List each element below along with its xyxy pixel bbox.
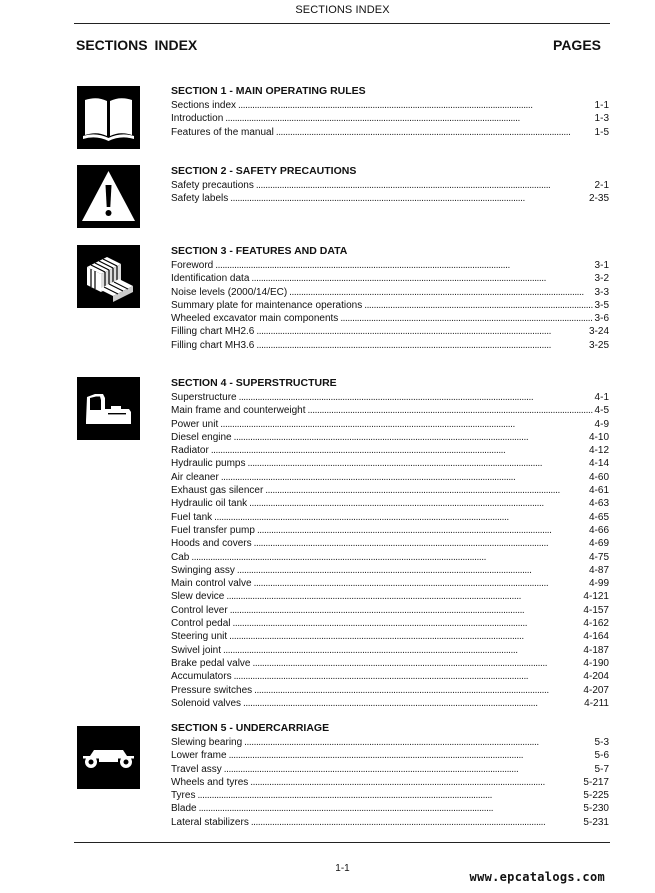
entry-label: Wheels and tyres	[171, 776, 249, 788]
entry-label: Solenoid valves	[171, 697, 242, 709]
entry-label: Exhaust gas silencer	[171, 485, 264, 497]
leader-dots	[239, 391, 593, 404]
leader-dots	[254, 537, 587, 550]
entry-page: 4-1	[594, 392, 609, 403]
leader-dots	[364, 299, 592, 312]
section-entries	[171, 391, 609, 710]
leader-dots	[224, 763, 593, 776]
entry-page: 4-66	[588, 524, 609, 536]
entry-label: Fuel tank	[171, 511, 213, 523]
entry-label: Power unit	[171, 418, 219, 430]
entry-page: 4-60	[588, 471, 609, 483]
toc-entry[interactable]	[171, 670, 609, 683]
leader-dots	[254, 684, 581, 697]
toc-entry[interactable]	[171, 126, 609, 139]
leader-dots	[257, 524, 587, 537]
entry-page: 4-211	[584, 697, 609, 709]
entry-page: 4-5	[594, 405, 609, 417]
toc-entry[interactable]	[171, 497, 609, 510]
toc-entry[interactable]	[171, 511, 609, 524]
entry-label: Hoods and covers	[171, 538, 252, 550]
leader-dots	[308, 404, 593, 417]
entry-page: 4-69	[588, 538, 609, 550]
page-number: 1-1	[335, 863, 350, 874]
toc-entry[interactable]	[171, 484, 609, 497]
entry-page: 4-9	[594, 418, 609, 430]
leader-dots	[234, 431, 587, 444]
entry-label: Introduction	[171, 113, 224, 125]
toc-entry[interactable]	[171, 457, 609, 470]
section-heading: SECTION 2 - SAFETY PRECAUTIONS	[171, 165, 357, 177]
entry-label: Brake pedal valve	[171, 657, 251, 669]
entry-label: Fuel transfer pump	[171, 524, 255, 536]
entry-label: Swivel joint	[171, 644, 222, 656]
entry-page: 5-6	[594, 750, 609, 762]
entry-label: Steering unit	[171, 631, 228, 643]
entry-page: 5-7	[594, 763, 609, 775]
toc-entry[interactable]	[171, 404, 609, 417]
leader-dots	[223, 644, 581, 657]
entry-label: Travel assy	[171, 763, 222, 775]
leader-dots	[340, 312, 592, 325]
leader-dots	[254, 577, 587, 590]
toc-entry[interactable]	[171, 339, 609, 352]
toc-entry[interactable]	[171, 391, 609, 404]
entry-label: Air cleaner	[171, 471, 219, 483]
leader-dots	[244, 736, 592, 749]
entry-page: 2-1	[594, 180, 609, 191]
entry-label: Slewing bearing	[171, 737, 243, 748]
toc-entry[interactable]	[171, 657, 609, 670]
toc-entry[interactable]	[171, 684, 609, 697]
entry-page: 5-230	[583, 803, 609, 815]
entry-page: 5-217	[583, 776, 609, 788]
toc-entry[interactable]	[171, 272, 609, 285]
toc-entry[interactable]	[171, 590, 609, 603]
entry-label: Tyres	[171, 790, 196, 802]
leader-dots	[276, 126, 593, 139]
entry-page: 1-3	[594, 113, 609, 125]
entry-label: Cab	[171, 551, 190, 563]
superstructure-icon	[77, 377, 140, 440]
entry-page: 3-2	[594, 273, 609, 285]
toc-entry[interactable]	[171, 736, 609, 749]
leader-dots	[234, 670, 582, 683]
leader-dots	[289, 286, 592, 299]
leader-dots	[232, 617, 581, 630]
entry-page: 4-207	[583, 684, 609, 696]
leader-dots	[226, 590, 581, 603]
leader-dots	[211, 444, 587, 457]
pages-column-title: PAGES	[553, 37, 601, 53]
entry-label: Hydraulic pumps	[171, 458, 246, 470]
toc-entry[interactable]	[171, 551, 609, 564]
entry-label: Sections index	[171, 100, 237, 111]
entry-label: Filling chart MH2.6	[171, 326, 255, 338]
entry-label: Noise levels (2000/14/EC)	[171, 286, 288, 298]
entry-page: 3-1	[594, 260, 609, 271]
toc-entry[interactable]	[171, 299, 609, 312]
leader-dots	[250, 776, 581, 789]
entry-page: 4-10	[588, 431, 609, 443]
leader-dots	[215, 259, 592, 272]
leader-dots	[256, 179, 593, 192]
toc-entry[interactable]	[171, 776, 609, 789]
entry-page: 1-5	[594, 126, 609, 138]
watermark: www.epcatalogs.com	[469, 870, 605, 884]
entry-page: 3-6	[594, 313, 609, 325]
leader-dots	[253, 657, 582, 670]
toc-entry[interactable]	[171, 418, 609, 431]
leader-dots	[265, 484, 587, 497]
entry-label: Blade	[171, 803, 197, 815]
entry-page: 4-75	[588, 551, 609, 563]
entry-label: Lateral stabilizers	[171, 816, 249, 828]
entry-page: 4-187	[583, 644, 609, 656]
entry-page: 4-63	[588, 498, 609, 510]
warning-icon	[77, 165, 140, 228]
footer-rule	[74, 842, 610, 843]
section-entries	[171, 736, 609, 829]
entry-label: Radiator	[171, 445, 209, 457]
leader-dots	[220, 418, 592, 431]
leader-dots	[238, 99, 593, 112]
entry-page: 4-190	[583, 657, 609, 669]
entry-page: 4-14	[588, 458, 609, 470]
toc-entry[interactable]	[171, 644, 609, 657]
toc-entry[interactable]	[171, 564, 609, 577]
page-title: SECTIONS INDEX	[76, 37, 198, 53]
entry-page: 4-99	[588, 578, 609, 590]
entry-label: Control lever	[171, 604, 228, 616]
entry-label: Identification data	[171, 273, 250, 285]
toc-entry[interactable]	[171, 697, 609, 710]
toc-entry[interactable]	[171, 604, 609, 617]
toc-entry[interactable]	[171, 312, 609, 325]
leader-dots	[237, 564, 587, 577]
entry-label: Superstructure	[171, 392, 237, 403]
leader-dots	[251, 816, 582, 829]
toc-entry[interactable]	[171, 325, 609, 338]
entry-page: 1-1	[594, 100, 609, 111]
toc-entry[interactable]	[171, 259, 609, 272]
entry-label: Filling chart MH3.6	[171, 339, 255, 351]
entry-page: 5-225	[583, 790, 609, 802]
entry-label: Control pedal	[171, 618, 231, 630]
section-entries	[171, 99, 609, 139]
toc-entry[interactable]	[171, 789, 609, 802]
toc-entry[interactable]	[171, 192, 609, 205]
undercarriage-icon	[77, 726, 140, 789]
section-entries	[171, 259, 609, 352]
entry-label: Slew device	[171, 591, 225, 603]
entry-label: Diesel engine	[171, 431, 232, 443]
entry-page: 4-87	[588, 564, 609, 576]
toc-entry[interactable]	[171, 816, 609, 829]
leader-dots	[256, 325, 587, 338]
section-heading: SECTION 1 - MAIN OPERATING RULES	[171, 85, 366, 97]
entry-page: 2-35	[588, 193, 609, 205]
leader-dots	[221, 471, 587, 484]
leader-dots	[251, 272, 592, 285]
entry-label: Main control valve	[171, 578, 252, 590]
entry-page: 4-164	[583, 631, 609, 643]
entry-page: 3-24	[588, 326, 609, 338]
toc-entry[interactable]	[171, 179, 609, 192]
toc-entry[interactable]	[171, 537, 609, 550]
entry-label: Hydraulic oil tank	[171, 498, 248, 510]
section-heading: SECTION 3 - FEATURES AND DATA	[171, 245, 348, 257]
leader-dots	[197, 789, 581, 802]
entry-page: 3-25	[588, 339, 609, 351]
entry-page: 5-231	[583, 816, 609, 828]
leader-dots	[230, 192, 587, 205]
entry-label: Main frame and counterweight	[171, 405, 306, 417]
entry-label: Foreword	[171, 260, 214, 271]
entry-page: 4-61	[588, 485, 609, 497]
entry-label: Accumulators	[171, 671, 232, 683]
features-cube-icon	[77, 245, 140, 308]
leader-dots	[249, 497, 587, 510]
leader-dots	[229, 749, 593, 762]
entry-label: Wheeled excavator main components	[171, 313, 339, 325]
leader-dots	[230, 604, 582, 617]
section-heading: SECTION 4 - SUPERSTRUCTURE	[171, 377, 337, 389]
toc-entry[interactable]	[171, 577, 609, 590]
entry-label: Safety precautions	[171, 180, 254, 191]
entry-label: Safety labels	[171, 193, 229, 205]
leader-dots	[229, 630, 581, 643]
entry-page: 4-157	[583, 604, 609, 616]
entry-page: 4-12	[588, 445, 609, 457]
leader-dots	[214, 511, 587, 524]
entry-label: Pressure switches	[171, 684, 253, 696]
toc-entry[interactable]	[171, 617, 609, 630]
toc-entry[interactable]	[171, 802, 609, 815]
leader-dots	[199, 802, 582, 815]
toc-entry[interactable]	[171, 431, 609, 444]
entry-page: 4-121	[583, 591, 609, 603]
toc-entry[interactable]	[171, 99, 609, 112]
toc-entry[interactable]	[171, 749, 609, 762]
toc-entry[interactable]	[171, 112, 609, 125]
leader-dots	[247, 457, 587, 470]
toc-entry[interactable]	[171, 286, 609, 299]
toc-entry[interactable]	[171, 444, 609, 457]
header-rule	[74, 23, 610, 24]
section-heading: SECTION 5 - UNDERCARRIAGE	[171, 722, 330, 734]
toc-entry[interactable]	[171, 471, 609, 484]
leader-dots	[191, 551, 587, 564]
entry-page: 3-3	[594, 286, 609, 298]
leader-dots	[243, 697, 582, 710]
entry-page: 4-162	[583, 618, 609, 630]
leader-dots	[225, 112, 592, 125]
entry-page: 3-5	[594, 299, 609, 311]
book-icon	[77, 86, 140, 149]
entry-label: Features of the manual	[171, 126, 274, 138]
leader-dots	[256, 339, 587, 352]
running-header: SECTIONS INDEX	[295, 4, 390, 16]
entry-page: 4-204	[583, 671, 609, 683]
toc-entry[interactable]	[171, 630, 609, 643]
toc-entry[interactable]	[171, 524, 609, 537]
entry-page: 4-65	[588, 511, 609, 523]
entry-label: Summary plate for maintenance operations	[171, 299, 363, 311]
entry-label: Swinging assy	[171, 564, 235, 576]
entry-page: 5-3	[594, 737, 609, 748]
section-entries	[171, 179, 609, 206]
entry-label: Lower frame	[171, 750, 227, 762]
toc-entry[interactable]	[171, 763, 609, 776]
